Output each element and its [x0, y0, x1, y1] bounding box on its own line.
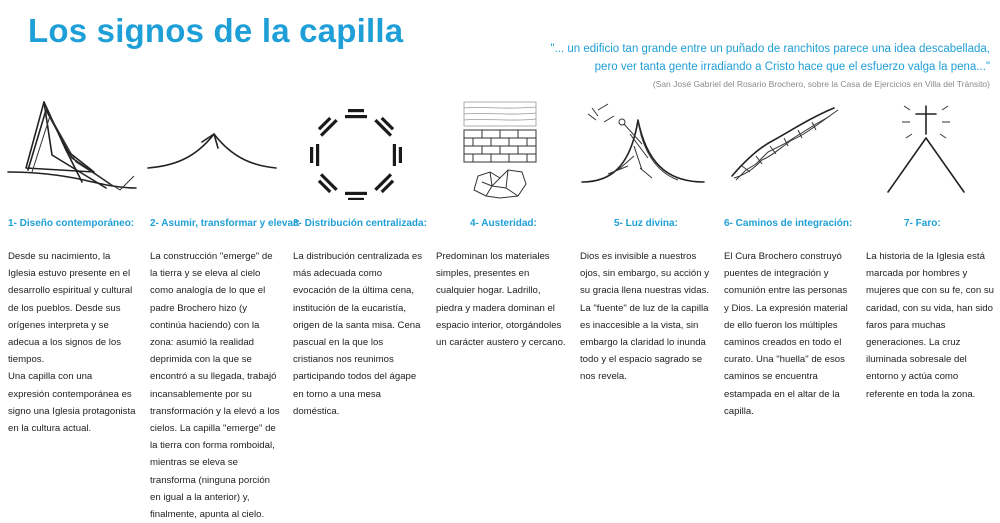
- sign-6-text: [724, 248, 854, 420]
- sign-6-paragraph-1: El Cura Brochero construyó puentes de integración y comunión entre las personas y Dios. La expresión material de ello fueron los múltiples caminos creados en todo el curato. Una "huella" de esos caminos se encuentra estampada en el altar de la capilla.: [724, 251, 848, 417]
- sign-2-illustration: [146, 100, 278, 200]
- sign-1-illustration: [6, 100, 138, 200]
- quote-citation: (San José Gabriel del Rosario Brochero, sobre la Casa de Ejercicios en Villa del Tránsito): [652, 79, 990, 89]
- sign-5-text: [580, 248, 710, 386]
- sign-4-text: [436, 248, 566, 351]
- sign-3-illustration: [290, 100, 422, 200]
- sign-3-text: [293, 248, 423, 420]
- materials-icon: [434, 100, 566, 200]
- sign-7-text: [866, 248, 994, 403]
- sign-1-text: [8, 248, 136, 437]
- sign-1-paragraph-1: Desde su nacimiento, la Iglesia estuvo presente en el desarrollo espiritual y cultural de los pueblos. Desde sus orígenes interpreta y se adecua a los signos de los tiempos.: [8, 251, 133, 366]
- sign-4-heading: 4- Austeridad:: [470, 218, 537, 229]
- sign-5-heading: 5- Luz divina:: [614, 218, 678, 229]
- sign-7-illustration: [864, 100, 996, 200]
- sign-1-paragraph-2: Una capilla con una expresión contemporánea es signo una Iglesia protagonista en la cultura actual.: [8, 371, 136, 435]
- rising-curve-icon: [146, 100, 278, 200]
- folded-roof-icon: [6, 100, 138, 200]
- sign-6-illustration: [722, 100, 854, 200]
- central-ring-icon: [290, 100, 422, 200]
- sign-5-paragraph-1: Dios es invisible a nuestros ojos, sin embargo, su acción y su gracia llena nuestras vidas. La "fuente" de luz de la capilla es inaccesible a la vista, sin embargo la claridad lo inunda todo y el espacio sagrado se nos revela.: [580, 251, 710, 383]
- quote-line-1: "... un edificio tan grande entre un puñado de ranchitos parece una idea descabellada,: [550, 43, 990, 55]
- lighthouse-cross-icon: [864, 100, 996, 200]
- sign-1-heading: 1- Diseño contemporáneo:: [8, 218, 135, 229]
- sign-3-paragraph-1: La distribución centralizada es más adecuada como evocación de la última cena, institución de la eucaristía, origen de la santa misa. Cena pascual en la que los cristianos nos reunimos participando todos del ágape en torno a una mesa doméstica.: [293, 251, 423, 417]
- sign-7-heading: 7- Faro:: [904, 218, 941, 229]
- quote-line-2: pero ver tanta gente irradiando a Cristo hace que el esfuerzo valga la pena...": [594, 61, 990, 73]
- sign-2-paragraph-1: La construcción "emerge" de la tierra y se eleva al cielo como analogía de lo que el padre Brochero hizo (y continúa haciendo) con la zona: asumió la realidad deprimida con la que se encontró a su llegada, trabajó incansablemente por su transformación y la elevó a los cielos. La capilla "emerge" de la tierra con forma romboidal, mientras se eleva se transforma (ninguna porción en igual a la anterior) y, finalmente, apunta al cielo.: [150, 251, 280, 521]
- sign-6-heading: 6- Caminos de integración:: [724, 218, 853, 229]
- paths-icon: [722, 100, 854, 200]
- sign-5-illustration: [578, 100, 710, 200]
- sign-3-heading: 3- Distribución centralizada:: [293, 218, 427, 229]
- sign-2-heading: 2- Asumir, transformar y elevar:: [150, 218, 301, 229]
- sign-2-text: [150, 248, 280, 523]
- sign-4-paragraph-1: Predominan los materiales simples, presentes en cualquier hogar. Ladrillo, piedra y madera dominan el espacio interior, otorgándoles un carácter austero y cercano.: [436, 251, 566, 349]
- sign-7-paragraph-1: La historia de la Iglesia está marcada por hombres y mujeres que con su fe, con su caridad, con su vida, han sido faros para muchas generaciones. La cruz iluminada sobresale del entorno y actúa como referente en toda la zona.: [866, 251, 994, 400]
- quote: [370, 40, 990, 76]
- sign-4-illustration: [434, 100, 566, 200]
- divine-light-icon: [578, 100, 710, 200]
- page-title: Los signos de la capilla: [28, 12, 404, 49]
